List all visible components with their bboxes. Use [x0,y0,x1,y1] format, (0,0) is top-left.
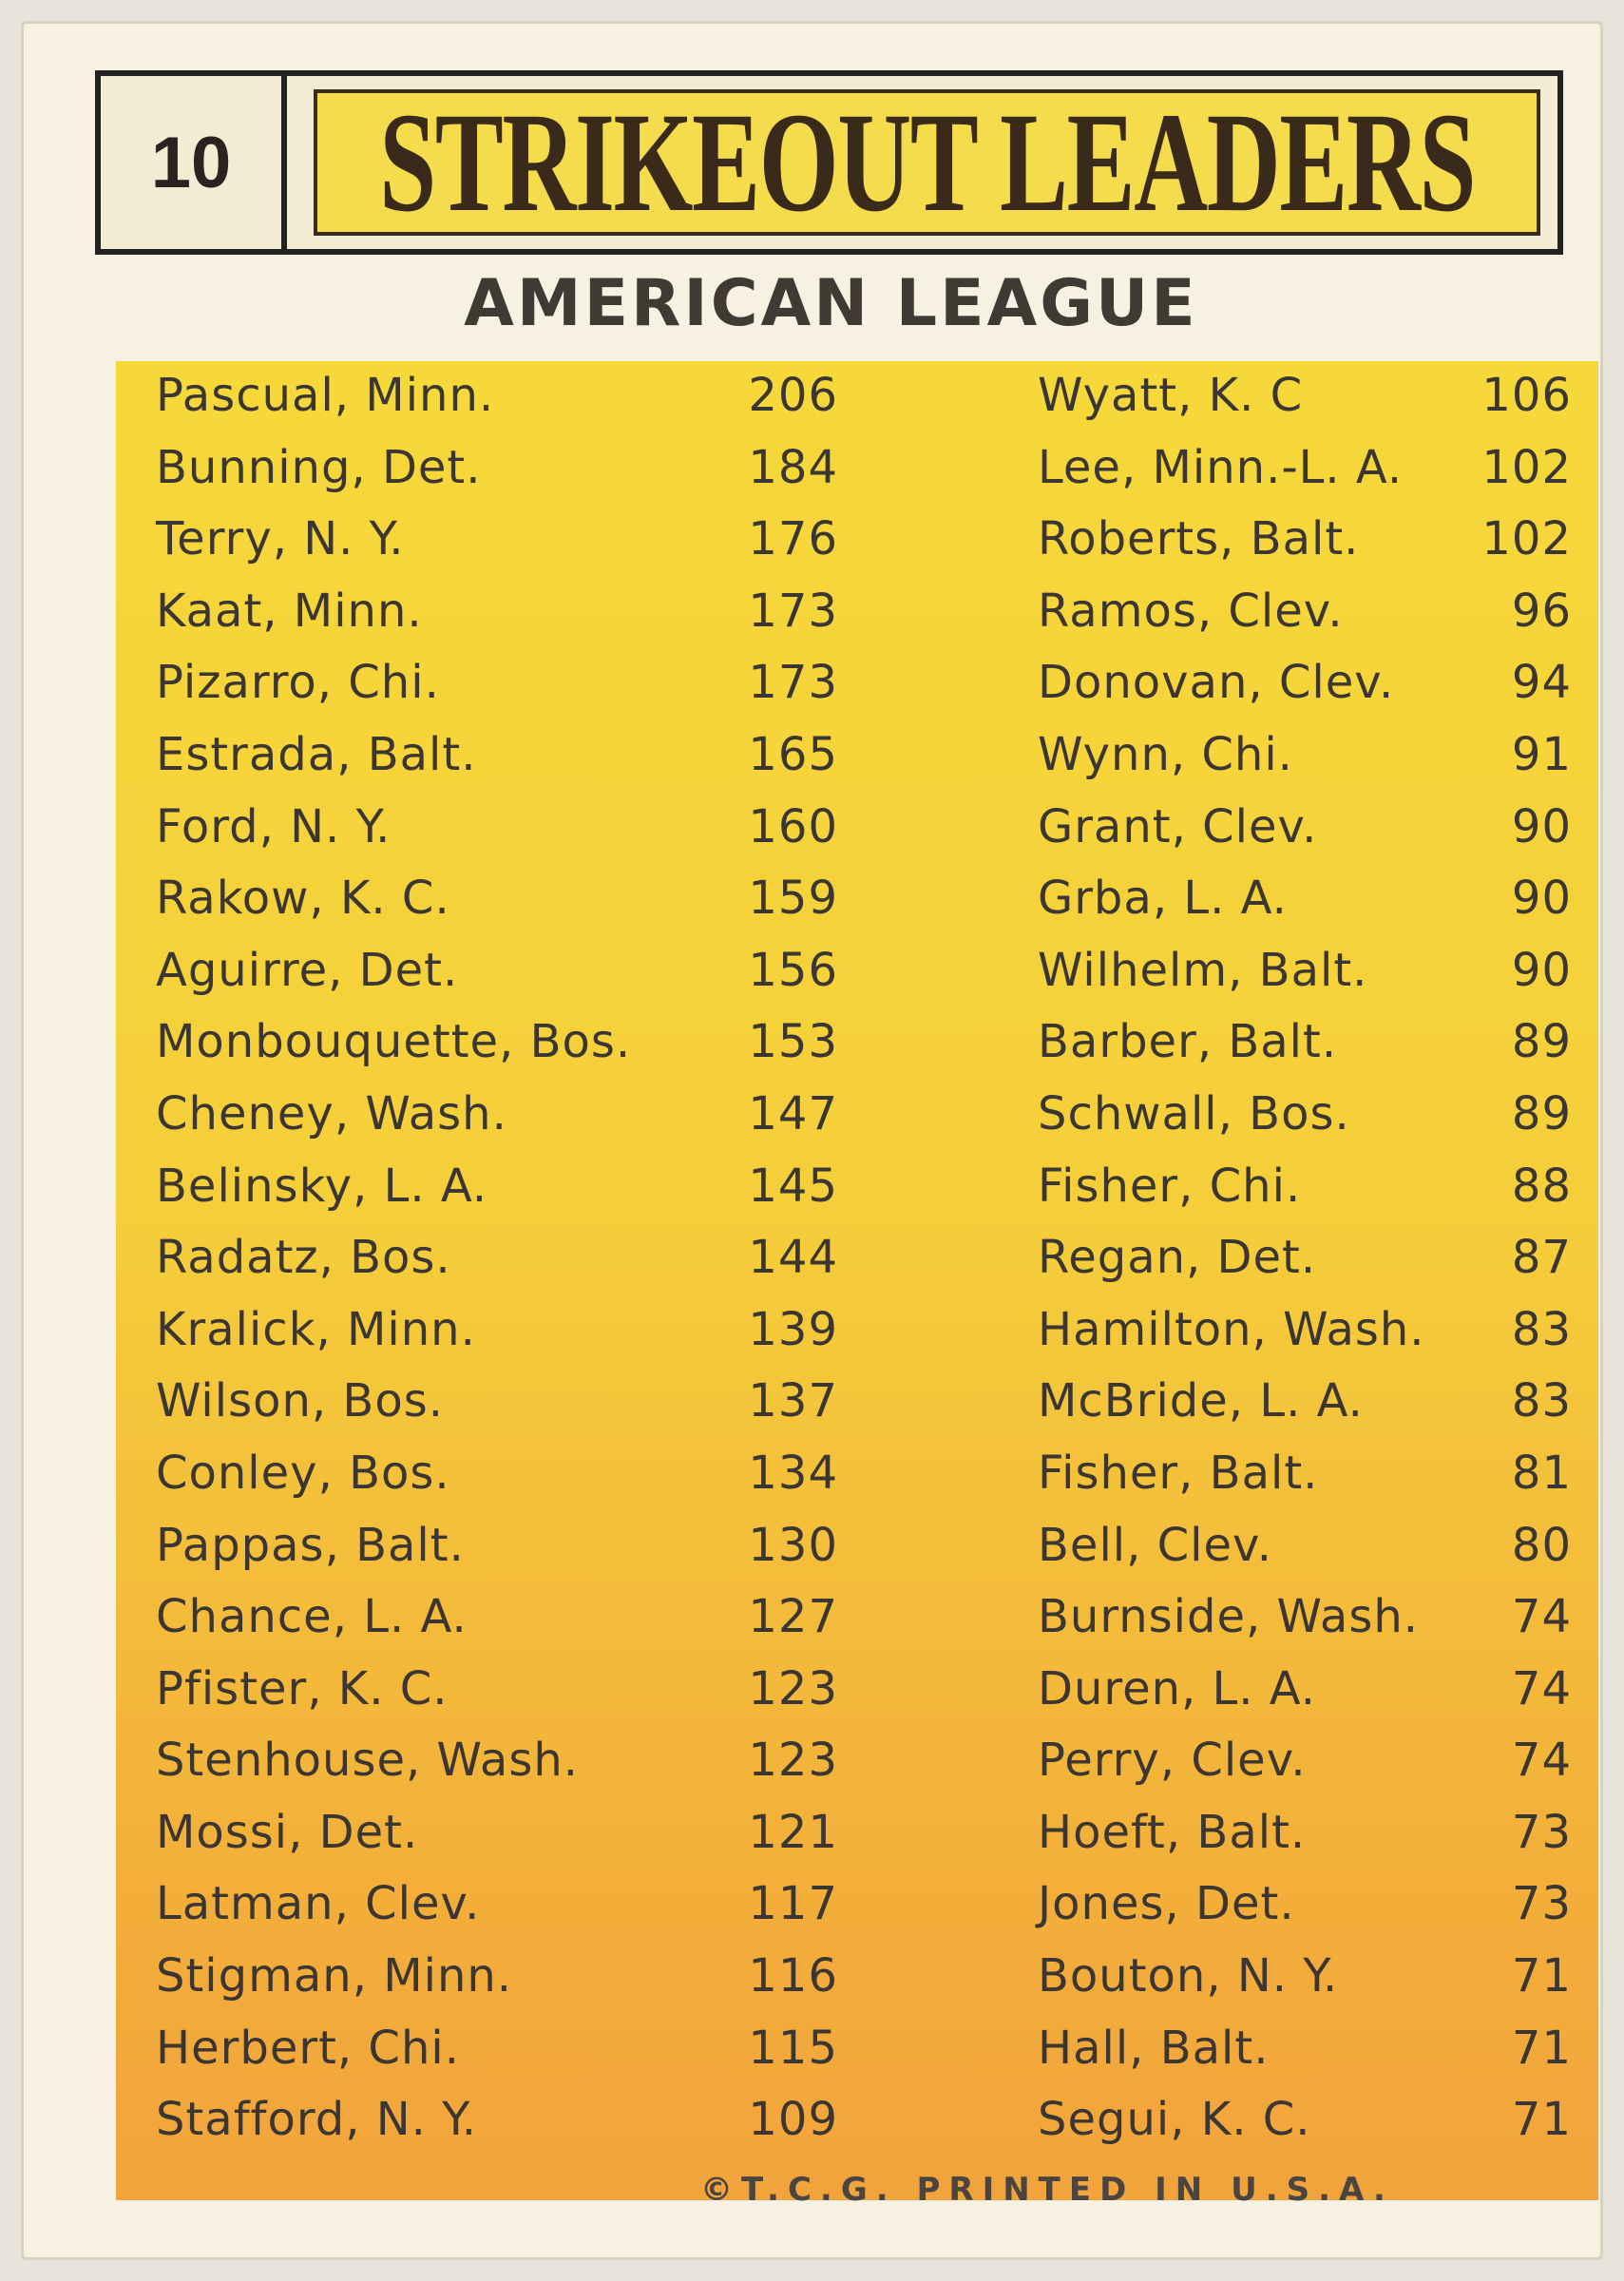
player-name: Estrada, Balt. [156,727,477,781]
leader-row [116,433,838,506]
leader-row [116,577,838,649]
leader-row [116,793,838,865]
strikeout-count: 73 [1511,1877,1572,1931]
strikeout-count: 71 [1511,2093,1572,2147]
strikeout-count: 160 [748,799,838,853]
leader-row [914,2085,1598,2157]
strikeout-count: 106 [1481,369,1572,422]
player-name: Radatz, Bos. [156,1231,451,1285]
card-title: STRIKEOUT LEADERS [379,89,1475,236]
strikeout-count: 127 [748,1590,838,1644]
strikeout-count: 109 [748,2093,838,2147]
leader-row [914,1367,1598,1439]
leader-row [116,361,838,433]
strikeout-count: 176 [748,512,838,566]
player-name: Bunning, Det. [156,440,482,494]
strikeout-count: 71 [1511,1949,1572,2003]
strikeout-count: 87 [1511,1231,1572,1285]
strikeout-count: 89 [1511,1086,1572,1140]
player-name: Regan, Det. [1038,1231,1317,1285]
strikeout-count: 184 [748,440,838,494]
leader-row [914,864,1598,936]
strikeout-count: 117 [748,1877,838,1931]
leader-row [914,1798,1598,1870]
player-name: Hoeft, Balt. [1038,1805,1307,1859]
player-name: Conley, Bos. [156,1446,450,1500]
leader-row [116,505,838,577]
strikeout-count: 74 [1511,1661,1572,1716]
leader-row [914,433,1598,506]
leader-row [914,2014,1598,2086]
strikeout-count: 73 [1511,1805,1572,1859]
title-panel [314,89,1540,236]
strikeout-count: 156 [748,943,838,997]
strikeout-count: 74 [1511,1590,1572,1644]
strikeout-count: 115 [748,2021,838,2075]
strikeout-count: 144 [748,1231,838,1285]
player-name: Perry, Clev. [1038,1734,1307,1788]
card-back [21,21,1603,2260]
player-name: Grba, L. A. [1038,872,1288,926]
leader-row [914,505,1598,577]
player-name: Kaat, Minn. [156,584,423,638]
player-name: Hamilton, Wash. [1038,1302,1425,1356]
player-name: McBride, L. A. [1038,1374,1364,1428]
leader-row [914,793,1598,865]
strikeout-count: 71 [1511,2021,1572,2075]
leader-row [914,1223,1598,1295]
player-name: Monbouquette, Bos. [156,1015,632,1069]
player-name: Barber, Balt. [1038,1015,1338,1069]
player-name: Bell, Clev. [1038,1518,1272,1572]
leader-row [116,1511,838,1583]
player-name: Duren, L. A. [1038,1661,1317,1716]
player-name: Segui, K. C. [1038,2093,1311,2147]
strikeout-count: 123 [748,1661,838,1716]
leader-row [914,1655,1598,1727]
player-name: Aguirre, Det. [156,943,459,997]
strikeout-count: 153 [748,1015,838,1069]
strikeout-count: 145 [748,1159,838,1213]
player-name: Chance, L. A. [156,1590,468,1644]
leader-row [116,1655,838,1727]
leader-row [914,361,1598,433]
leader-row [116,1942,838,2014]
header-box [95,70,1563,255]
leader-row [116,1295,838,1368]
leader-row [116,864,838,936]
leader-row [116,936,838,1008]
leader-row [116,1726,838,1798]
right-column [914,361,1598,2157]
strikeout-count: 83 [1511,1302,1572,1356]
strikeout-count: 88 [1511,1159,1572,1213]
strikeout-count: 102 [1481,512,1572,566]
player-name: Kralick, Minn. [156,1302,476,1356]
player-name: Pascual, Minn. [156,369,495,422]
player-name: Donovan, Clev. [1038,656,1395,710]
player-name: Belinsky, L. A. [156,1159,488,1213]
player-name: Ford, N. Y. [156,799,392,853]
leader-row [116,1152,838,1224]
leader-row [914,1511,1598,1583]
strikeout-count: 116 [748,1949,838,2003]
player-name: Stafford, N. Y. [156,2093,478,2147]
player-name: Pappas, Balt. [156,1518,465,1572]
leader-row [116,1367,838,1439]
leader-row [914,1152,1598,1224]
player-name: Stigman, Minn. [156,1949,513,2003]
player-name: Latman, Clev. [156,1877,481,1931]
card-number: 10 [101,76,287,249]
leader-row [116,1582,838,1655]
strikeout-count: 74 [1511,1734,1572,1788]
leader-row [914,936,1598,1008]
strikeout-count: 91 [1511,727,1572,781]
player-name: Grant, Clev. [1038,799,1318,853]
player-name: Rakow, K. C. [156,872,450,926]
copyright-footer: ©T.C.G. PRINTED IN U.S.A. [700,2171,1394,2209]
leader-row [914,1439,1598,1511]
player-name: Herbert, Chi. [156,2021,460,2075]
leader-row [914,1942,1598,2014]
strikeout-count: 147 [748,1086,838,1140]
strikeout-count: 94 [1511,656,1572,710]
leader-row [116,648,838,720]
player-name: Roberts, Balt. [1038,512,1360,566]
leader-row [116,720,838,793]
leader-row [914,1080,1598,1152]
league-subtitle [21,266,1603,341]
player-name: Wynn, Chi. [1038,727,1293,781]
strikeout-count: 89 [1511,1015,1572,1069]
strikeout-count: 130 [748,1518,838,1572]
leader-row [914,1582,1598,1655]
player-name: Lee, Minn.-L. A. [1038,440,1404,494]
player-name: Pizarro, Chi. [156,656,440,710]
strikeout-count: 173 [748,656,838,710]
player-name: Fisher, Chi. [1038,1159,1302,1213]
league-subtitle-text: AMERICAN LEAGUE [464,266,1198,341]
strikeout-count: 123 [748,1734,838,1788]
player-name: Ramos, Clev. [1038,584,1344,638]
strikeout-count: 81 [1511,1446,1572,1500]
strikeout-count: 134 [748,1446,838,1500]
leader-row [116,1223,838,1295]
strikeout-count: 137 [748,1374,838,1428]
leader-row [116,2085,838,2157]
strikeout-count: 90 [1511,943,1572,997]
leader-row [914,1869,1598,1942]
player-name: Burnside, Wash. [1038,1590,1420,1644]
player-name: Cheney, Wash. [156,1086,507,1140]
player-name: Fisher, Balt. [1038,1446,1319,1500]
strikeout-count: 159 [748,872,838,926]
leader-row [116,1798,838,1870]
player-name: Wyatt, K. C [1038,369,1304,422]
player-name: Jones, Det. [1038,1877,1295,1931]
player-name: Bouton, N. Y. [1038,1949,1339,2003]
strikeout-count: 173 [748,584,838,638]
player-name: Wilhelm, Balt. [1038,943,1368,997]
leader-row [914,648,1598,720]
strikeout-count: 102 [1481,440,1572,494]
player-name: Wilson, Bos. [156,1374,444,1428]
strikeout-count: 90 [1511,799,1572,853]
strikeout-count: 165 [748,727,838,781]
strikeout-count: 121 [748,1805,838,1859]
leader-row [914,577,1598,649]
strikeout-count: 96 [1511,584,1572,638]
strikeout-count: 206 [748,369,838,422]
leader-row [914,1007,1598,1080]
leader-row [116,1439,838,1511]
leader-row [116,2014,838,2086]
player-name: Hall, Balt. [1038,2021,1270,2075]
strikeout-count: 83 [1511,1374,1572,1428]
player-name: Schwall, Bos. [1038,1086,1350,1140]
leaders-table [116,361,1598,2200]
leader-row [116,1080,838,1152]
player-name: Stenhouse, Wash. [156,1734,579,1788]
strikeout-count: 80 [1511,1518,1572,1572]
strikeout-count: 90 [1511,872,1572,926]
leader-row [914,720,1598,793]
player-name: Terry, N. Y. [156,512,405,566]
leader-row [914,1726,1598,1798]
left-column [116,361,838,2157]
leader-row [116,1869,838,1942]
player-name: Pfister, K. C. [156,1661,449,1716]
leader-row [116,1007,838,1080]
strikeout-count: 139 [748,1302,838,1356]
player-name: Mossi, Det. [156,1805,419,1859]
leader-row [914,1295,1598,1368]
